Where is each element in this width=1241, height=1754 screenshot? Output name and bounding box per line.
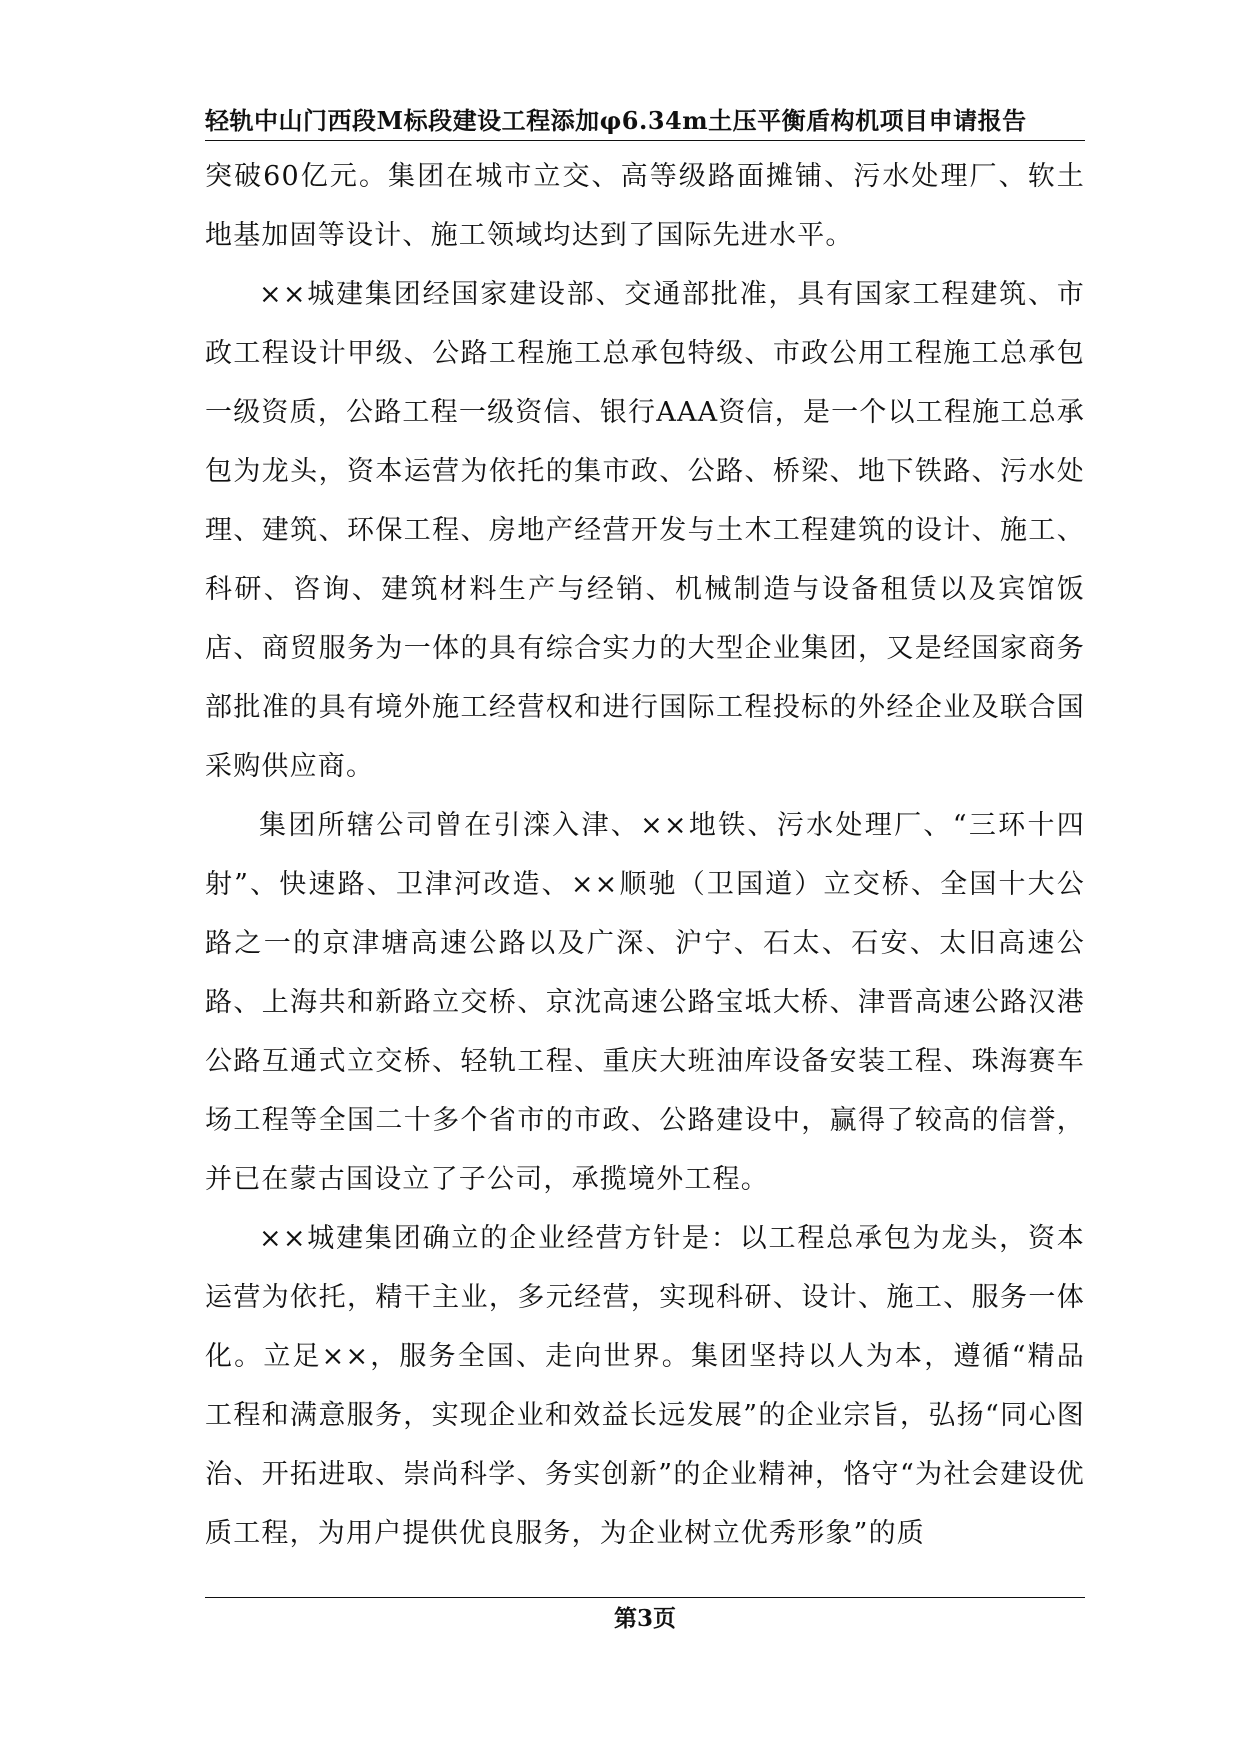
- footer-divider: [205, 1597, 1085, 1598]
- paragraph-3: 集团所辖公司曾在引滦入津、××地铁、污水处理厂、“三环十四射”、快速路、卫津河改造、××顺驰（卫国道）立交桥、全国十大公路之一的京津塘高速公路以及广深、沪宁、石太、石安、太旧高速公路、上海共和新路立交桥、京沈高速公路宝坻大桥、津晋高速公路汉港公路互通式立交桥、轻轨工程、重庆大班油库设备安装工程、珠海赛车场工程等全国二十多个省市的市政、公路建设中，赢得了较高的信誉，并已在蒙古国设立了子公司，承揽境外工程。: [205, 810, 1085, 1195]
- page-number: 第3页: [613, 1605, 676, 1632]
- body-text: [205, 147, 1085, 1563]
- header-divider: [205, 140, 1085, 141]
- paragraph-2: ××城建集团经国家建设部、交通部批准，具有国家工程建筑、市政工程设计甲级、公路工程施工总承包特级、市政公用工程施工总承包一级资质，公路工程一级资信、银行AAA资信，是一个以工程施工总承包为龙头，资本运营为依托的集市政、公路、桥梁、地下铁路、污水处理、建筑、环保工程、房地产经营开发与土木工程建筑的设计、施工、科研、咨询、建筑材料生产与经销、机械制造与设备租赁以及宾馆饭店、商贸服务为一体的具有综合实力的大型企业集团，又是经国家商务部批准的具有境外施工经营权和进行国际工程投标的外经企业及联合国采购供应商。: [205, 279, 1085, 782]
- paragraph-1: 突破60亿元。集团在城市立交、高等级路面摊铺、污水处理厂、软土地基加固等设计、施工领域均达到了国际先进水平。: [205, 161, 1085, 251]
- paragraph-4: ××城建集团确立的企业经营方针是：以工程总承包为龙头，资本运营为依托，精干主业，多元经营，实现科研、设计、施工、服务一体化。立足××，服务全国、走向世界。集团坚持以人为本，遵循“精品工程和满意服务，实现企业和效益长远发展”的企业宗旨，弘扬“同心图治、开拓进取、崇尚科学、务实创新”的企业精神，恪守“为社会建设优质工程，为用户提供优良服务，为企业树立优秀形象”的质: [205, 1223, 1085, 1549]
- running-header-title: 轻轨中山门西段M标段建设工程添加φ6.34m土压平衡盾构机项目申请报告: [205, 106, 1027, 135]
